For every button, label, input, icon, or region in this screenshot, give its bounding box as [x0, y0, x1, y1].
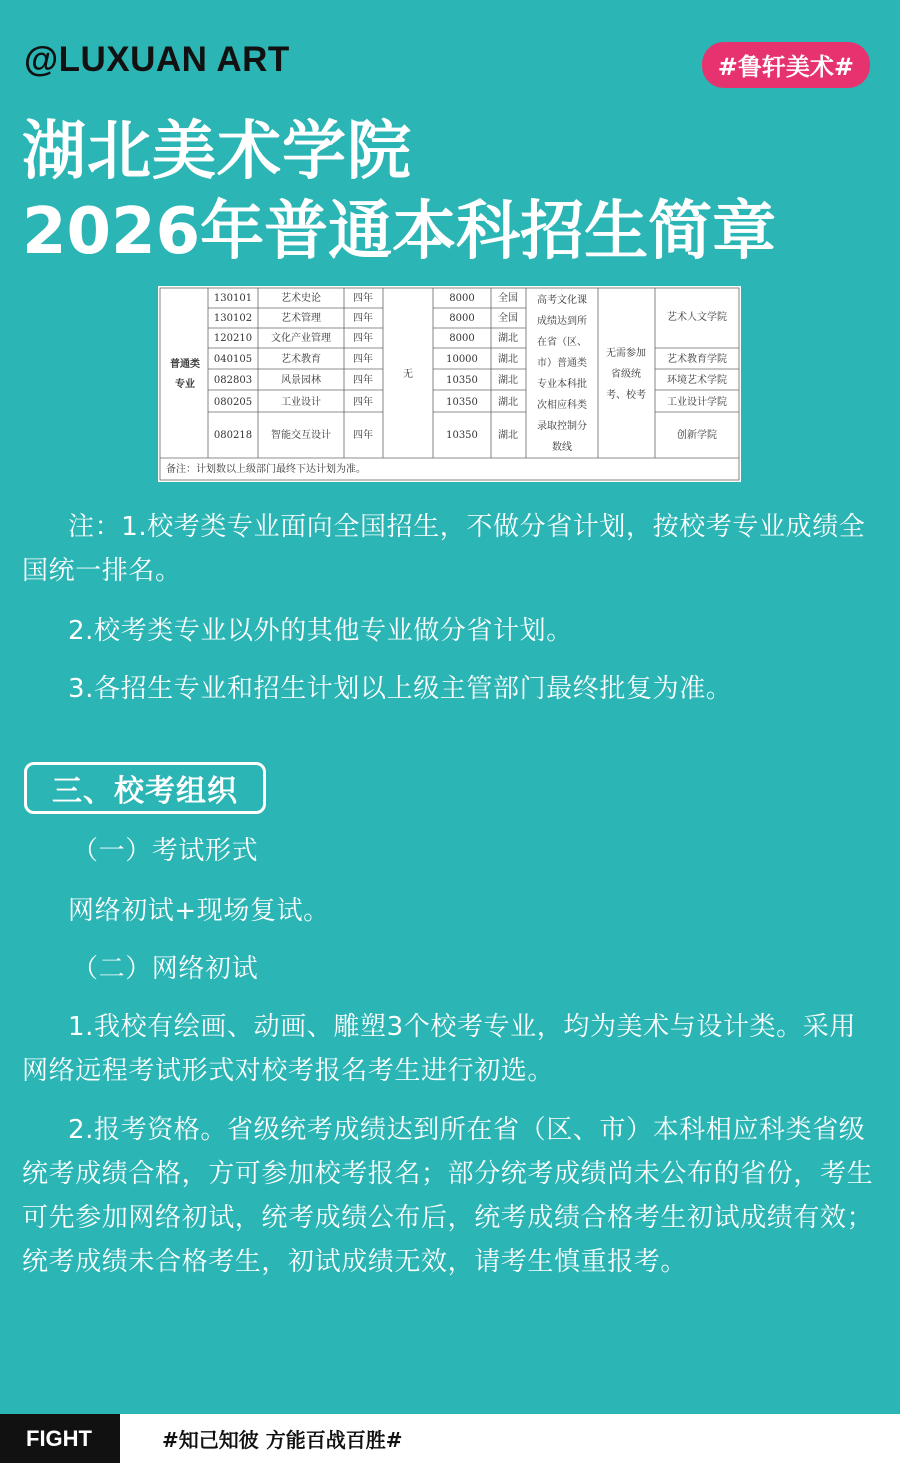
table-cell-major: 工业设计: [281, 397, 321, 408]
table-cell-code: 080218: [213, 430, 253, 441]
exam-line: 无需参加: [606, 348, 646, 359]
enrollment-table: [158, 286, 741, 482]
table-cell-years: 四年: [353, 430, 373, 441]
subheading-online-exam: （二）网络初试: [72, 954, 259, 984]
enrollment-table-image: [158, 286, 741, 482]
requirement-line: 次相应科类: [537, 400, 587, 411]
table-plan-cell: 无: [403, 369, 413, 380]
table-cell-code: 040105: [213, 354, 253, 365]
college-cell: 艺术人文学院: [667, 312, 727, 323]
exam-format-text: 网络初试+现场复试。: [68, 896, 330, 926]
table-exam-cell: [606, 346, 646, 401]
requirement-line: 数线: [552, 442, 572, 453]
table-cell-region: 全国: [498, 293, 518, 304]
table-cell-region: 全国: [498, 313, 518, 324]
exam-line: 省级统: [611, 369, 641, 380]
section-heading-exam-organization: 三、校考组织: [24, 762, 266, 814]
footer-motto: #知己知彼 方能百战百胜#: [162, 1428, 403, 1452]
table-cell-code: 080205: [213, 397, 253, 408]
table-cell-years: 四年: [353, 375, 373, 386]
page-title-line1: 湖北美术学院: [22, 115, 412, 189]
table-cell-years: 四年: [353, 333, 373, 344]
table-rows: [214, 291, 518, 441]
table-cell-region: 湖北: [498, 354, 518, 365]
table-cell-region: 湖北: [498, 397, 518, 408]
table-cell-years: 四年: [353, 397, 373, 408]
table-category-line2: 专业: [175, 379, 195, 390]
college-cell: 工业设计学院: [667, 397, 727, 408]
table-cell-major: 艺术管理: [281, 313, 321, 324]
table-cell-quota: 10350: [446, 430, 478, 441]
table-cell-major: 风景园林: [281, 375, 321, 386]
subheading-exam-format: （一）考试形式: [72, 836, 259, 866]
table-cell-major: 智能交互设计: [271, 430, 331, 441]
note-2: 2.校考类专业以外的其他专业做分省计划。: [68, 616, 573, 646]
requirement-line: 市）普通类: [537, 358, 587, 369]
table-cell-quota: 10000: [446, 354, 478, 365]
brand-logo-text: @LUXUAN ART: [24, 40, 290, 79]
table-college-cells: [667, 310, 727, 441]
footer-bar: [0, 1414, 900, 1463]
table-cell-quota: 8000: [449, 333, 475, 344]
page-title-line2: 2026年普通本科招生简章: [22, 195, 777, 269]
requirement-line: 成绩达到所: [537, 316, 587, 327]
table-cell-years: 四年: [353, 313, 373, 324]
table-cell-quota: 8000: [449, 313, 475, 324]
table-cell-quota: 8000: [449, 293, 475, 304]
table-cell-quota: 10350: [446, 375, 478, 386]
table-cell-major: 艺术教育: [281, 354, 321, 365]
hashtag-badge: #鲁轩美术#: [702, 42, 870, 88]
table-cell-code: 120210: [213, 333, 253, 344]
table-footnote: 备注：计划数以上级部门最终下达计划为准。: [166, 464, 366, 475]
table-category-line1: 普通类: [170, 359, 200, 370]
table-cell-years: 四年: [353, 293, 373, 304]
table-cell-code: 082803: [213, 375, 253, 386]
table-requirement-cell: [537, 293, 587, 453]
requirement-line: 在省（区、: [537, 337, 587, 348]
online-exam-paragraph-1: 1.我校有绘画、动画、雕塑3个校考专业，均为美术与设计类。采用网络远程考试形式对校考报名考生进行初选。: [22, 1012, 856, 1086]
requirement-line: 专业本科批: [537, 379, 587, 390]
table-cell-years: 四年: [353, 354, 373, 365]
table-cell-quota: 10350: [446, 397, 478, 408]
college-cell: 艺术教育学院: [667, 354, 727, 365]
table-cell-region: 湖北: [498, 375, 518, 386]
note-1: 注：1.校考类专业面向全国招生，不做分省计划，按校考专业成绩全国统一排名。: [22, 512, 866, 586]
online-exam-paragraph-2: 2.报考资格。省级统考成绩达到所在省（区、市）本科相应科类省级统考成绩合格，方可参加校考报名；部分统考成绩尚未公布的省份，考生可先参加网络初试，统考成绩公布后，统考成绩合格考生初试成绩有效；统考成绩未合格考生，初试成绩无效，请考生慎重报考。: [22, 1115, 874, 1277]
college-cell: 创新学院: [677, 430, 717, 441]
table-cell-code: 130102: [213, 313, 253, 324]
requirement-line: 高考文化课: [537, 295, 587, 306]
requirement-line: 录取控制分: [537, 421, 587, 432]
footer-fight-label: FIGHT: [0, 1414, 120, 1463]
table-cell-major: 艺术史论: [281, 293, 321, 304]
note-3: 3.各招生专业和招生计划以上级主管部门最终批复为准。: [68, 674, 733, 704]
table-cell-region: 湖北: [498, 333, 518, 344]
exam-line: 考、校考: [606, 390, 646, 401]
table-cell-code: 130101: [213, 293, 253, 304]
college-cell: 环境艺术学院: [667, 375, 727, 386]
table-cell-major: 文化产业管理: [271, 333, 331, 344]
table-cell-region: 湖北: [498, 430, 518, 441]
